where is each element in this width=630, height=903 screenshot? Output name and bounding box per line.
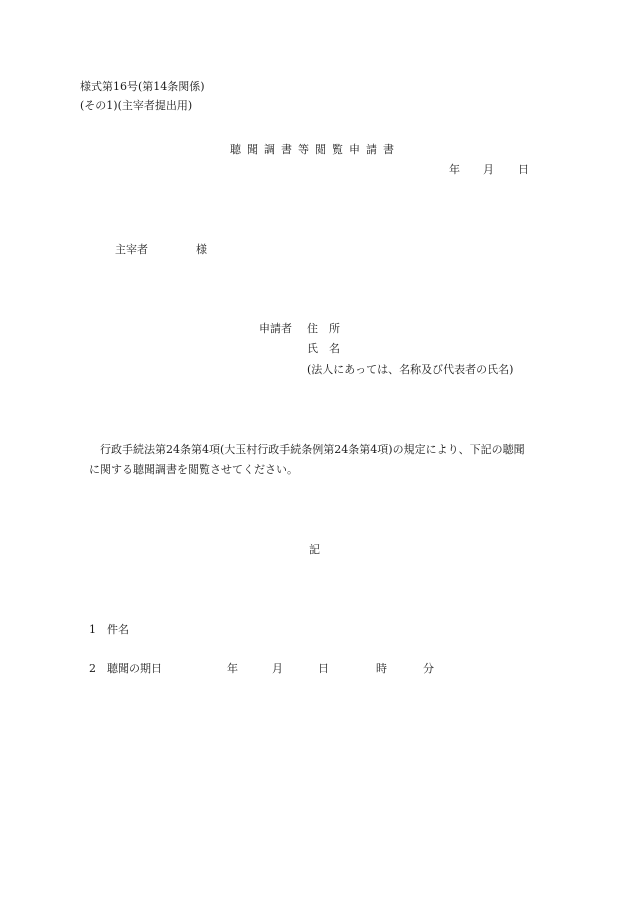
hearing-year-label: 年 bbox=[227, 662, 238, 675]
applicant-address-label: 住 所 bbox=[307, 322, 340, 335]
form-variant: (その1)(主宰者提出用) bbox=[80, 99, 193, 112]
document-title: 聴聞調書等閲覧申請書 bbox=[230, 143, 400, 156]
hearing-hour-label: 時 bbox=[376, 662, 387, 675]
item-2-number: 2 bbox=[89, 662, 96, 675]
body-line-2: に関する聴聞調書を閲覧させてください。 bbox=[89, 463, 298, 476]
item-2-label: 聴聞の期日 bbox=[107, 662, 162, 675]
addressee-label: 主宰者 bbox=[115, 243, 148, 256]
applicant-name-label: 氏 名 bbox=[307, 342, 340, 355]
applicant-corporate-note: (法人にあっては、名称及び代表者の氏名) bbox=[307, 363, 514, 376]
item-1-label: 件名 bbox=[107, 623, 129, 636]
date-day-label: 日 bbox=[518, 163, 529, 176]
item-1-number: 1 bbox=[89, 623, 96, 636]
date-year-label: 年 bbox=[449, 163, 460, 176]
body-line-1: 行政手続法第24条第4項(大玉村行政手続条例第24条第4項)の規定により、下記の聴聞 bbox=[100, 443, 525, 456]
form-number: 様式第16号(第14条関係) bbox=[80, 80, 205, 93]
applicant-label: 申請者 bbox=[259, 322, 292, 335]
date-month-label: 月 bbox=[483, 163, 494, 176]
addressee-honorific: 様 bbox=[196, 243, 207, 256]
hearing-month-label: 月 bbox=[272, 662, 283, 675]
hearing-day-label: 日 bbox=[318, 662, 329, 675]
hearing-minute-label: 分 bbox=[423, 662, 434, 675]
ki-heading: 記 bbox=[309, 543, 320, 556]
